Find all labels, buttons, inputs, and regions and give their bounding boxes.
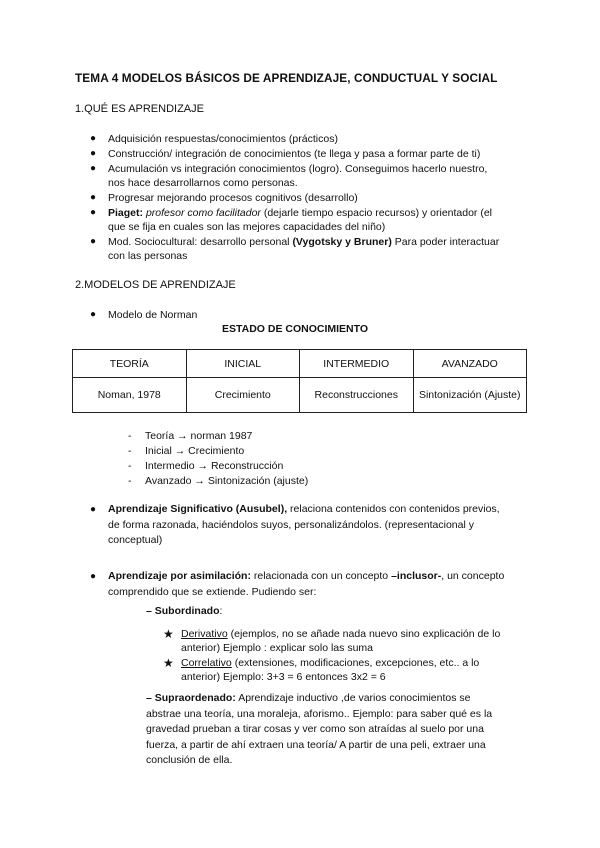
star-icon: ★ <box>163 627 174 641</box>
star-icon: ★ <box>163 656 174 670</box>
dash-marker: - <box>128 430 132 442</box>
bullet-icon: ● <box>90 163 97 174</box>
section-heading-2: 2.MODELOS DE APRENDIZAJE <box>75 279 236 291</box>
table-cell: Noman, 1978 <box>73 378 187 413</box>
supraordenado-paragraph: – Supraordenado: Aprendizaje inductivo ,de varios conocimientos se abstrae una teoría, una moraleja, aforismo.. Ejemplo: para saber qué es la gravedad prueban a tirar cosas y ver como son atraídas al suelo por una fuerza, a partir de ahí extraen una teoría/ A partir de una peli, extraer una conclusión de ella. <box>146 692 493 766</box>
bullet-icon: ● <box>90 309 97 320</box>
bullet-icon: ● <box>90 148 97 159</box>
table-header-cell: INTERMEDIO <box>300 350 414 378</box>
table-cell: Reconstrucciones <box>300 378 414 413</box>
bullet-icon: ● <box>90 192 97 203</box>
subordinado-heading: – Subordinado: <box>146 605 223 617</box>
bullet-icon: ● <box>90 207 97 218</box>
dash-marker: - <box>128 460 132 472</box>
table-header-cell: INICIAL <box>186 350 300 378</box>
dash-marker: - <box>128 475 132 487</box>
norman-table <box>72 349 527 413</box>
table-title: ESTADO DE CONOCIMIENTO <box>222 323 369 335</box>
table-cell: Sintonización (Ajuste) <box>413 378 527 413</box>
dash-marker: - <box>128 445 132 457</box>
page-title: TEMA 4 MODELOS BÁSICOS DE APRENDIZAJE, CONDUCTUAL Y SOCIAL <box>75 71 498 85</box>
bullet-icon: ● <box>90 236 97 247</box>
table-header-cell: TEORÍA <box>73 350 187 378</box>
bullet-icon: ● <box>90 133 97 144</box>
section-heading-1: 1.QUÉ ES APRENDIZAJE <box>75 103 204 115</box>
bullet-icon: ● <box>90 504 97 515</box>
table-cell: Crecimiento <box>186 378 300 413</box>
bullet-icon: ● <box>90 571 97 582</box>
table-header-cell: AVANZADO <box>413 350 527 378</box>
